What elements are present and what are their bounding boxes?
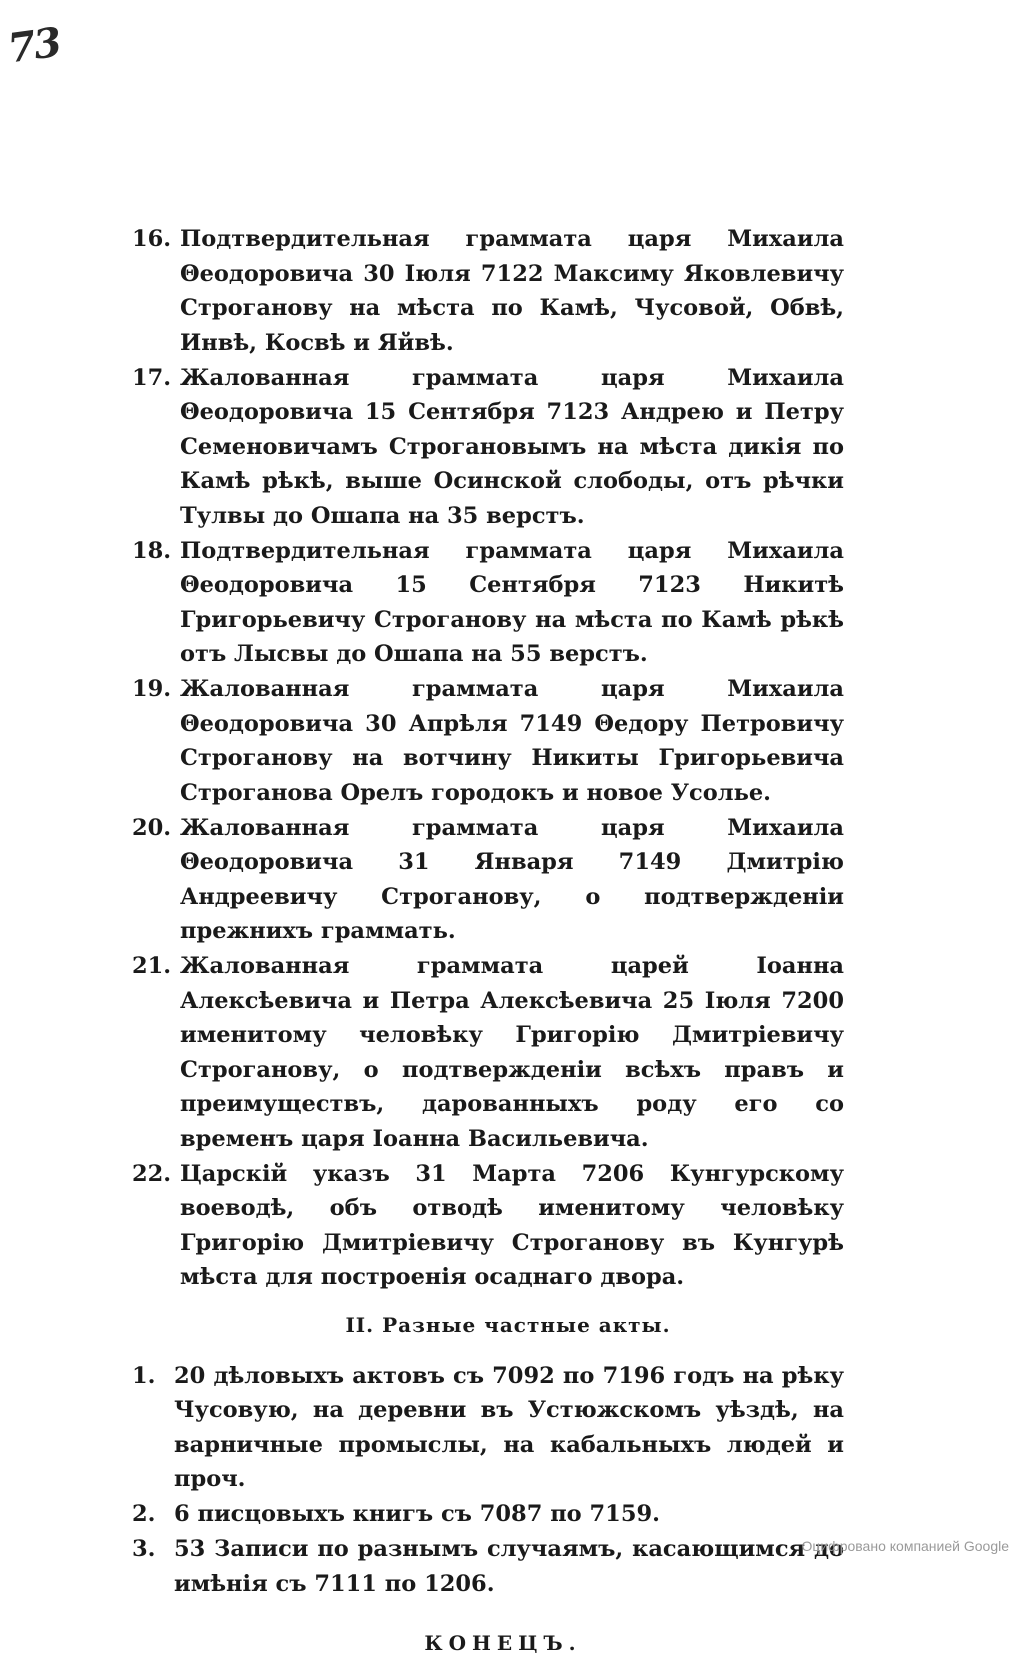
- item-number: 19.: [132, 676, 172, 702]
- item-text: Жалованная граммата царей Іоанна Алексѣевича и Петра Алексѣевича 25 Іюля 7200 именитому человѣку Григорію Дмитріевичу Строганову, о подтвержденіи всѣхъ правъ и преимуществъ, дарованныхъ роду его со временъ царя Іоанна Васильевича.: [180, 953, 844, 1152]
- item-number: 18.: [132, 537, 172, 564]
- item-text: 20 дѣловыхъ актовъ съ 7092 по 7196 годъ на рѣку Чусовую, на деревни въ Устюжскомъ уѣздѣ, на варничные промыслы, на кабальныхъ людей и проч.: [174, 1362, 844, 1492]
- item-number: 17.: [132, 364, 172, 391]
- item-text: Жалованная граммата царя Михаила Θеодоровича 30 Апрѣля 7149 Θедору Петровичу Строганову на вотчину Никиты Григорьевича Строганова Орелъ городокъ и новое Усолье.: [180, 676, 844, 806]
- item-text: Подтвердительная граммата царя Михаила Θеодоровича 30 Іюля 7122 Максиму Яковлевичу Строганову на мѣста по Камѣ, Чусовой, Обвѣ, Инвѣ, Косвѣ и Яйвѣ.: [180, 226, 844, 356]
- end-mark: КОНЕЦЪ.: [424, 1631, 582, 1655]
- item-text: Подтвердительная граммата царя Михаила Θеодоровича 15 Сентября 7123 Никитѣ Григорьевичу Строганову на мѣста по Камѣ рѣкѣ отъ Лысвы до Ошапа на 55 верстъ.: [180, 537, 844, 667]
- item-number: 20.: [132, 814, 172, 841]
- item-text: Жалованная граммата царя Михаила Θеодоровича 15 Сентября 7123 Андрею и Петру Семеновичамъ Строгановымъ на мѣста дикія по Камѣ рѣкѣ, выше Осинской слободы, отъ рѣчки Тулвы до Ошапа на 35 верстъ.: [180, 364, 844, 529]
- document-body: [132, 222, 844, 1655]
- list-item: [132, 222, 844, 360]
- item-text: 6 писцовыхъ книгъ съ 7087 по 7159.: [174, 1501, 660, 1527]
- item-number: 3.: [132, 1536, 156, 1562]
- item-number: 21.: [132, 953, 172, 979]
- list-item: [132, 1497, 844, 1532]
- item-text: Царскій указъ 31 Марта 7206 Кунгурскому воеводѣ, объ отводѣ именитому человѣку Григорію Дмитріевичу Строганову въ Кунгурѣ мѣста для построенія осаднаго двора.: [180, 1160, 844, 1290]
- item-text: Жалованная граммата царя Михаила Θеодоровича 31 Января 7149 Дмитрію Андреевичу Строганову, о подтвержденіи прежнихъ граммать.: [180, 814, 844, 944]
- list-item: [132, 361, 844, 534]
- item-number: 22.: [132, 1160, 172, 1187]
- item-number: 16.: [132, 226, 172, 252]
- item-number: 1.: [132, 1362, 156, 1389]
- list-item: [132, 1157, 844, 1295]
- watermark: Оцифровано компанией Google: [801, 1538, 1009, 1554]
- list-item: [132, 534, 844, 672]
- section-heading: II. Разные частные акты.: [345, 1312, 671, 1337]
- list-item: [132, 811, 844, 949]
- list-item: [132, 949, 844, 1156]
- item-text: 53 Записи по разнымъ случаямъ, касающимся до имѣнія съ 7111 по 1206.: [174, 1536, 844, 1597]
- list-item: [132, 672, 844, 810]
- page-number: 73: [4, 18, 63, 73]
- item-number: 2.: [132, 1501, 156, 1527]
- list-item: [132, 1359, 844, 1497]
- list-item: [132, 1532, 844, 1601]
